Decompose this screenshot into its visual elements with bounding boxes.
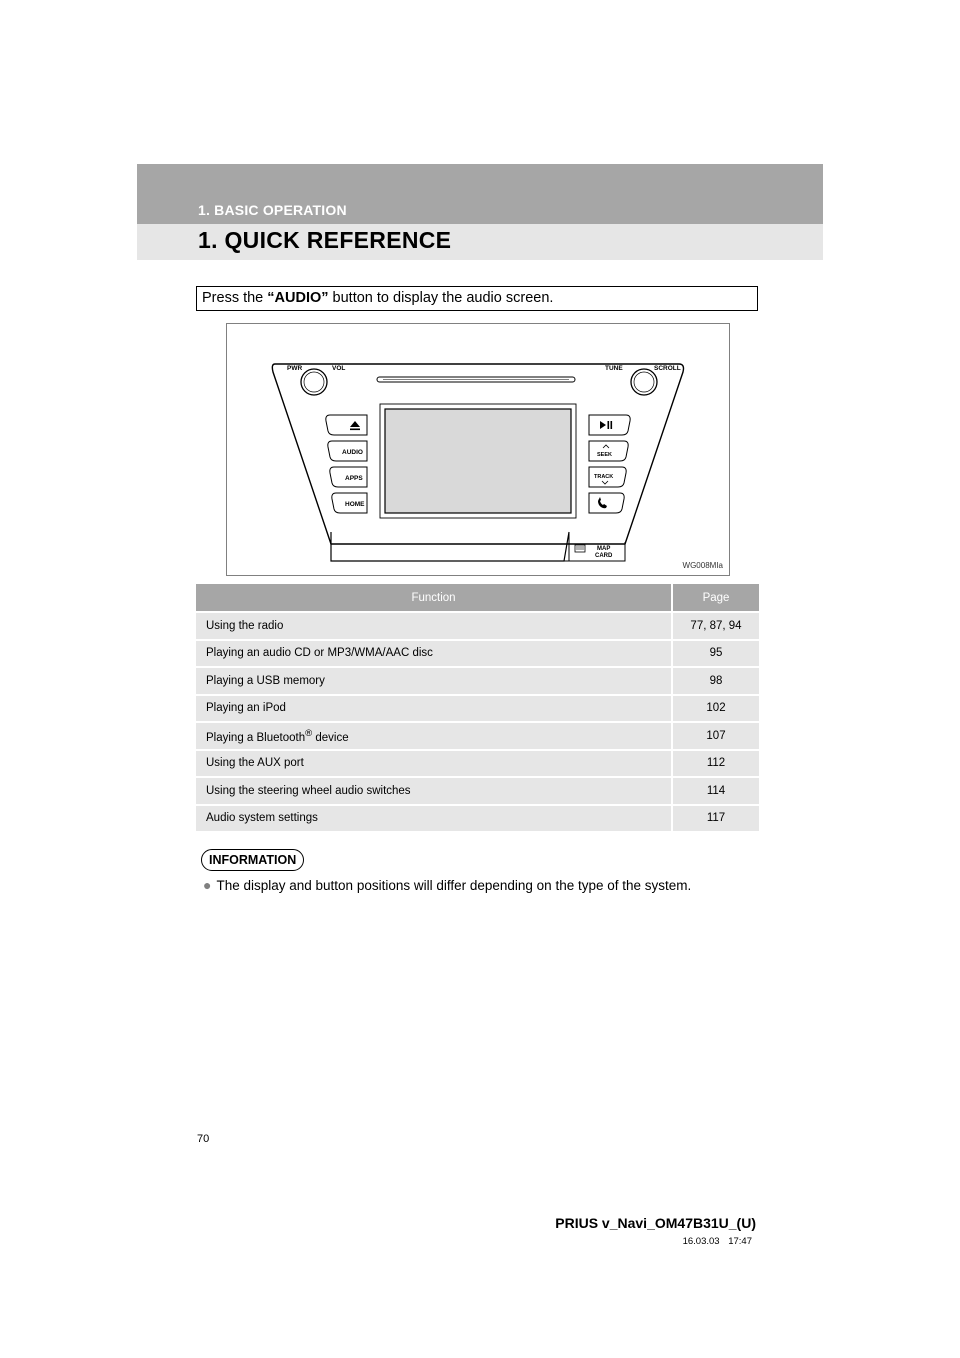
tune-label: TUNE [605, 365, 623, 372]
quick-reference-table [196, 584, 759, 831]
audio-button-label: AUDIO [342, 449, 363, 456]
header-function: Function [196, 584, 673, 611]
row-page: 107 [673, 721, 759, 749]
apps-button [330, 467, 367, 487]
audio-button [328, 441, 367, 461]
home-button-label: HOME [345, 501, 365, 508]
table-row [196, 721, 759, 749]
row-page: 77, 87, 94 [673, 611, 759, 639]
row-page: 95 [673, 639, 759, 667]
table-row [196, 749, 759, 777]
row-page: 114 [673, 776, 759, 804]
table-row [196, 666, 759, 694]
registered-mark: ® [305, 727, 313, 739]
instruction-button-name: “AUDIO” [267, 290, 329, 306]
bullet-icon: ● [203, 877, 212, 893]
row-function [196, 721, 673, 749]
row-page: 102 [673, 694, 759, 722]
document-timestamp [683, 1236, 752, 1247]
document-id: PRIUS v_Navi_OM47B31U_(U) [555, 1215, 756, 1231]
audio-panel-figure [226, 323, 730, 576]
table-row [196, 804, 759, 832]
figure-code: WG008MIa [682, 561, 723, 570]
row-function-text: Playing a Bluetooth [206, 731, 306, 744]
instruction-suffix: button to display the audio screen. [328, 290, 554, 306]
apps-button-label: APPS [345, 475, 363, 482]
information-text: The display and button positions will differ depending on the type of the system. [216, 878, 692, 893]
table-header-row [196, 584, 759, 611]
row-page: 98 [673, 666, 759, 694]
information-badge: INFORMATION [201, 849, 304, 871]
seek-button [589, 441, 628, 461]
card-label: CARD [595, 553, 613, 559]
row-function: Using the steering wheel audio switches [196, 776, 673, 804]
track-button-label: TRACK [594, 474, 614, 480]
pwr-label: PWR [287, 365, 303, 372]
page-title: 1. QUICK REFERENCE [198, 227, 452, 253]
page-number: 70 [197, 1133, 210, 1145]
scroll-label: SCROLL [654, 365, 681, 372]
play-pause-button [589, 415, 630, 435]
sd-card-icon [575, 545, 585, 552]
phone-button [589, 493, 624, 513]
track-button [589, 467, 626, 487]
eject-button [326, 415, 367, 435]
information-item [203, 877, 691, 893]
table-row [196, 776, 759, 804]
map-card-slot [575, 545, 613, 559]
doc-time: 17:47 [728, 1236, 752, 1247]
instruction-prefix: Press the [202, 290, 268, 306]
row-function: Playing a USB memory [196, 666, 673, 694]
header-page: Page [673, 584, 759, 611]
row-function: Using the radio [196, 611, 673, 639]
table-row [196, 611, 759, 639]
table-row [196, 639, 759, 667]
section-label: 1. BASIC OPERATION [198, 202, 347, 218]
audio-panel-illustration [227, 324, 731, 577]
row-page: 117 [673, 804, 759, 832]
row-function: Audio system settings [196, 804, 673, 832]
instruction-box [196, 286, 758, 311]
map-label: MAP [597, 546, 611, 552]
row-function-suffix: device [312, 731, 349, 744]
home-button [332, 493, 367, 513]
doc-date: 16.03.03 [682, 1236, 720, 1247]
row-page: 112 [673, 749, 759, 777]
row-function: Playing an iPod [196, 694, 673, 722]
row-function: Using the AUX port [196, 749, 673, 777]
table-row [196, 694, 759, 722]
vol-label: VOL [332, 365, 346, 372]
row-function: Playing an audio CD or MP3/WMA/AAC disc [196, 639, 673, 667]
seek-button-label: SEEK [597, 452, 612, 458]
